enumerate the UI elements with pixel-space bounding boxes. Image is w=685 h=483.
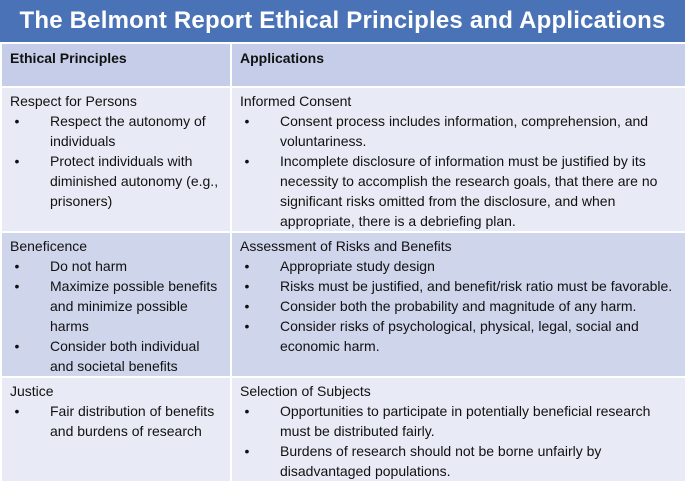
list-item bbox=[240, 296, 679, 316]
bullet-icon: • bbox=[244, 113, 250, 129]
bullet-text: Do not harm bbox=[50, 258, 128, 274]
bullet-text: Opportunities to participate in potentially beneficial research must be distributed fairly. bbox=[280, 403, 651, 439]
bullet-icon: • bbox=[244, 258, 250, 274]
application-name: Assessment of Risks and Benefits bbox=[240, 238, 452, 254]
principle-cell bbox=[1, 377, 231, 482]
bullet-text: Consider both the probability and magnitude of any harm. bbox=[280, 298, 637, 314]
list-item bbox=[10, 401, 224, 441]
principle-bullet-list bbox=[10, 111, 224, 211]
bullet-icon: • bbox=[14, 258, 20, 274]
principle-bullet-list bbox=[10, 401, 224, 441]
application-cell bbox=[231, 232, 685, 377]
principles-table bbox=[0, 42, 685, 483]
slide-title: The Belmont Report Ethical Principles and Applications bbox=[0, 0, 685, 42]
table-row bbox=[1, 232, 685, 377]
list-item bbox=[10, 276, 224, 336]
list-item bbox=[10, 111, 224, 151]
list-item bbox=[240, 316, 679, 356]
list-item bbox=[240, 111, 679, 151]
list-item bbox=[240, 441, 679, 481]
list-item bbox=[10, 336, 224, 376]
principle-name: Beneficence bbox=[10, 238, 88, 254]
bullet-text: Appropriate study design bbox=[280, 258, 435, 274]
bullet-text: Consider risks of psychological, physical, legal, social and economic harm. bbox=[280, 318, 639, 354]
bullet-text: Incomplete disclosure of information must be justified by its necessity to accomplish the research goals, that there are no significant risks omitted from the disclosure, and when appropriate, there is a debriefing plan. bbox=[280, 153, 658, 229]
bullet-text: Fair distribution of benefits and burdens of research bbox=[50, 403, 215, 439]
bullet-text: Burdens of research should not be borne unfairly by disadvantaged populations. bbox=[280, 443, 602, 479]
application-bullet-list bbox=[240, 111, 679, 231]
bullet-text: Risks must be justified, and benefit/risk ratio must be favorable. bbox=[280, 278, 673, 294]
bullet-icon: • bbox=[14, 153, 20, 169]
bullet-icon: • bbox=[244, 153, 250, 169]
table-row bbox=[1, 87, 685, 232]
list-item bbox=[240, 256, 679, 276]
bullet-icon: • bbox=[244, 278, 250, 294]
principle-name: Justice bbox=[10, 383, 54, 399]
principle-cell bbox=[1, 232, 231, 377]
bullet-text: Consent process includes information, comprehension, and voluntariness. bbox=[280, 113, 649, 149]
list-item bbox=[10, 151, 224, 211]
application-cell bbox=[231, 87, 685, 232]
bullet-icon: • bbox=[244, 443, 250, 459]
bullet-icon: • bbox=[244, 318, 250, 334]
principle-cell bbox=[1, 87, 231, 232]
column-header-applications: Applications bbox=[231, 43, 685, 87]
list-item bbox=[10, 256, 224, 276]
bullet-icon: • bbox=[14, 113, 20, 129]
principle-name: Respect for Persons bbox=[10, 93, 137, 109]
application-bullet-list bbox=[240, 401, 679, 481]
table-row bbox=[1, 377, 685, 482]
application-bullet-list bbox=[240, 256, 679, 356]
bullet-text: Consider both individual and societal benefits bbox=[50, 338, 200, 374]
bullet-icon: • bbox=[244, 298, 250, 314]
principle-bullet-list bbox=[10, 256, 224, 376]
bullet-icon: • bbox=[14, 338, 20, 354]
list-item bbox=[240, 276, 679, 296]
application-name: Selection of Subjects bbox=[240, 383, 371, 399]
column-header-principles: Ethical Principles bbox=[1, 43, 231, 87]
bullet-text: Maximize possible benefits and minimize possible harms bbox=[50, 278, 218, 334]
application-name: Informed Consent bbox=[240, 93, 352, 109]
list-item bbox=[240, 401, 679, 441]
bullet-text: Respect the autonomy of individuals bbox=[50, 113, 206, 149]
bullet-icon: • bbox=[244, 403, 250, 419]
table-header-row bbox=[1, 43, 685, 87]
bullet-text: Protect individuals with diminished autonomy (e.g., prisoners) bbox=[50, 153, 219, 209]
list-item bbox=[240, 151, 679, 231]
application-cell bbox=[231, 377, 685, 482]
bullet-icon: • bbox=[14, 403, 20, 419]
bullet-icon: • bbox=[14, 278, 20, 294]
